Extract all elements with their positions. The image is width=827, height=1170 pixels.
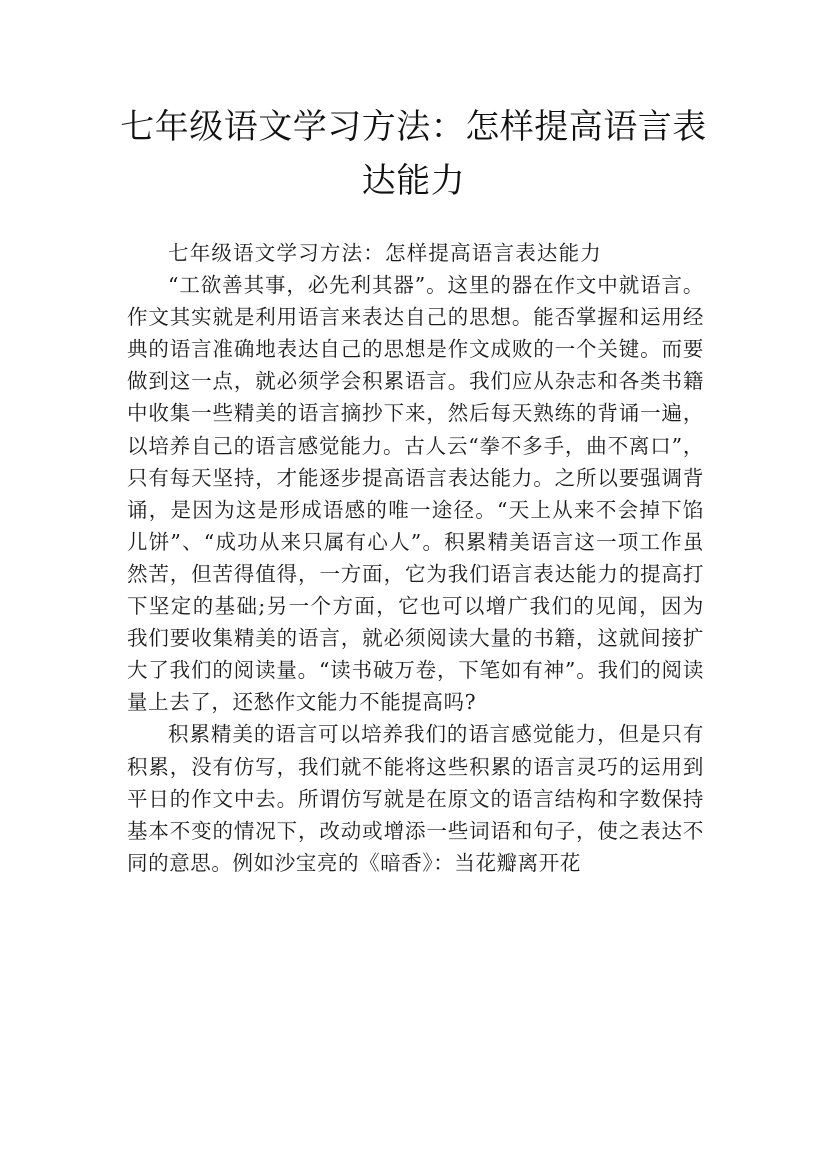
document-title: 七年级语文学习方法：怎样提高语言表达能力 xyxy=(120,107,707,201)
document-body xyxy=(127,237,704,879)
body-paragraph-1: “工欲善其事，必先利其器”。这里的器在作文中就语言。作文其实就是利用语言来表达自己的思想。能否掌握和运用经典的语言准确地表达自己的思想是作文成败的一个关键。而要做到这一点，就必须学会积累语言。我们应从杂志和各类书籍中收集一些精美的语言摘抄下来，然后每天熟练的背诵一遍，以培养自己的语言感觉能力。古人云“拳不多手，曲不离口”，只有每天坚持，才能逐步提高语言表达能力。之所以要强调背诵，是因为这是形成语感的唯一途径。“天上从来不会掉下馅儿饼”、“成功从来只属有心人”。积累精美语言这一项工作虽然苦，但苦得值得，一方面，它为我们语言表达能力的提高打下坚定的基础;另一个方面，它也可以增广我们的见闻，因为我们要收集精美的语言，就必须阅读大量的书籍，这就间接扩大了我们的阅读量。“读书破万卷，下笔如有神”。我们的阅读量上去了，还愁作文能力不能提高吗? xyxy=(127,273,704,715)
body-paragraph-2: 积累精美的语言可以培养我们的语言感觉能力，但是只有积累，没有仿写，我们就不能将这些积累的语言灵巧的运用到平日的作文中去。所谓仿写就是在原文的语言结构和字数保持基本不变的情况下，改动或增添一些词语和句子，使之表达不同的意思。例如沙宝亮的《暗香》：当花瓣离开花 xyxy=(127,722,704,875)
document-subtitle: 七年级语文学习方法：怎样提高语言表达能力 xyxy=(168,241,602,265)
